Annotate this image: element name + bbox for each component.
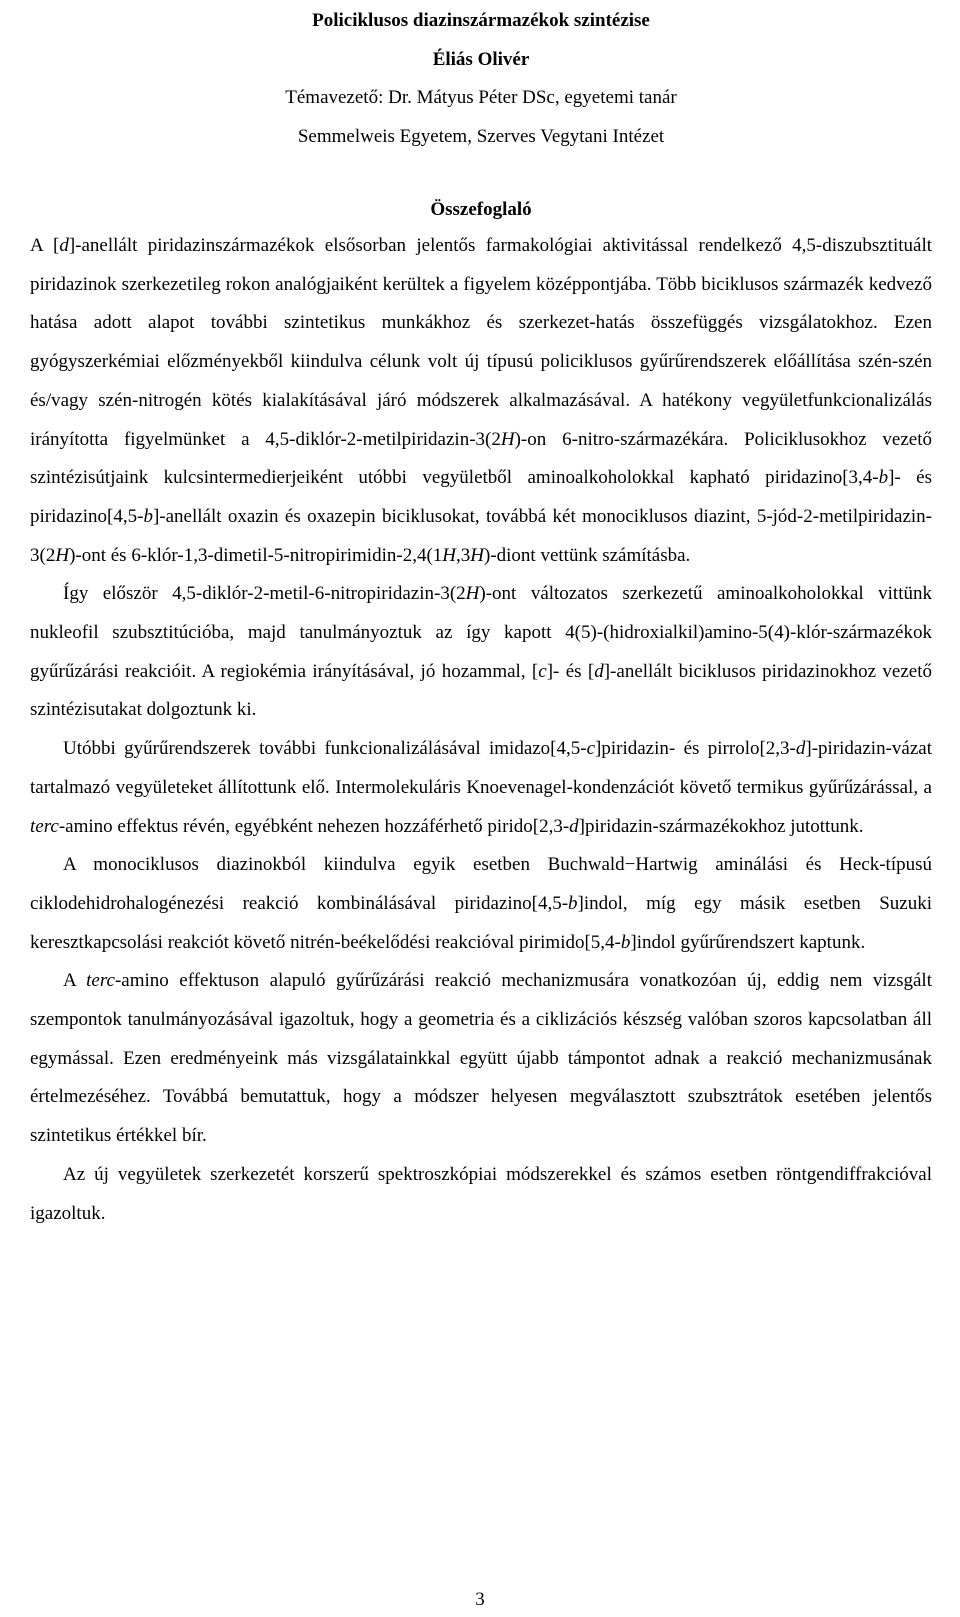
text-segment: Utóbbi gyűrűrendszerek további funkcionalizálásával imidazo[4,5- bbox=[63, 738, 587, 760]
italic-text-segment: terc bbox=[30, 815, 59, 837]
italic-text-segment: c bbox=[586, 738, 596, 760]
italic-text-segment: terc bbox=[86, 970, 115, 992]
italic-text-segment: b bbox=[620, 931, 631, 953]
text-segment: ,3 bbox=[456, 544, 471, 566]
author-name: Éliás Olivér bbox=[432, 49, 530, 70]
document-header bbox=[30, 0, 932, 156]
text-segment: A monociklusos diazinokból kiindulva egyik esetben Buchwald−Hartwig aminálási és Heck-típusú ciklodehidrohalogénezési reakció kombinálásával piridazino[4,5- bbox=[30, 854, 932, 914]
text-segment: )-ont változatos szerkezetű aminoalkoholokkal vittünk nukleofil szubsztitúcióba, majd tanulmányoztuk az így kapott 4(5)-(hidroxialkil)amino-5(4)-klór-származékok gyűrűzárási reakcióit. A regiokémia irányításával, jó hozammal, [ bbox=[30, 583, 932, 682]
summary-body bbox=[30, 227, 932, 1233]
text-segment: )-diont vettünk számításba. bbox=[484, 544, 691, 566]
text-segment: ]-piridazin-vázat tartalmazó vegyületeket állítottunk elő. Intermolekuláris Knoevenagel-kondenzációt követő termikus gyűrűzárással, a bbox=[30, 738, 932, 798]
text-segment: -amino effektus révén, egyébként nehezen hozzáférhető pirido[2,3- bbox=[58, 815, 570, 837]
summary-paragraph bbox=[30, 846, 932, 962]
summary-paragraph bbox=[30, 1156, 932, 1233]
text-segment: ]piridazin-származékokhoz jutottunk. bbox=[578, 815, 864, 837]
text-segment: ]- és piridazino[4,5- bbox=[30, 467, 933, 527]
italic-text-segment: b bbox=[568, 892, 578, 914]
text-segment: ]-anellált piridazinszármazékok elsősorban jelentős farmakológiai aktivitással rendelkező 4,5-diszubsztituált piridazinok szerkezetileg rokon analógjaiként kerültek a figyelem középpontjába. Több biciklusos származék kedvező hatása adott alapot további szintetikus munkákhoz és szerkezet-hatás összefüggés vizsgálatokhoz. Ezen gyógyszerkémiai előzményekből kiindulva célunk volt új típusú policiklusos gyűrűrendszerek előállítása szén-szén és/vagy szén-nitrogén kötés kialakításával járó módszerek alkalmazásával. A hatékony vegyületfunkcionalizálás irányította figyelmünket a 4,5-diklór-2-metilpiridazin-3(2 bbox=[30, 235, 933, 450]
text-segment: A [ bbox=[30, 235, 60, 256]
summary-paragraph bbox=[30, 730, 932, 846]
text-segment: )-ont és 6-klór-1,3-dimetil-5-nitropirimidin-2,4(1 bbox=[69, 544, 443, 566]
italic-text-segment: b bbox=[143, 505, 153, 527]
italic-text-segment: d bbox=[59, 235, 69, 256]
summary-paragraph bbox=[30, 962, 932, 1156]
text-segment: Így először 4,5-diklór-2-metil-6-nitropiridazin-3(2 bbox=[63, 583, 466, 605]
text-segment: -amino effektuson alapuló gyűrűzárási reakció mechanizmusára vonatkozóan új, eddig nem vizsgált szempontok tanulmányozásával igazoltuk, hogy a geometria és a ciklizációs készség valóban szoros kapcsolatban áll egymással. Ezen eredményeink más vizsgálatainkkal együtt újabb támpontot adnak a reakció mechanizmusának értelmezéséhez. Továbbá bemutattuk, hogy a módszer helyesen megválasztott szubsztrátok esetében jelentős szintetikus értékkel bír. bbox=[30, 970, 932, 1147]
summary-paragraph bbox=[30, 227, 932, 575]
summary-heading: Összefoglaló bbox=[430, 199, 532, 220]
document-title: Policiklusos diazinszármazékok szintézise bbox=[312, 10, 650, 31]
text-segment: A bbox=[63, 970, 87, 992]
italic-text-segment: H bbox=[470, 544, 484, 566]
italic-text-segment: d bbox=[594, 660, 604, 682]
italic-text-segment: d bbox=[569, 815, 579, 837]
text-segment: ]piridazin- és pirrolo[2,3- bbox=[595, 738, 796, 760]
italic-text-segment: H bbox=[442, 544, 457, 566]
text-segment: ]- és [ bbox=[546, 660, 595, 682]
italic-text-segment: d bbox=[795, 738, 806, 760]
text-segment: ]-anellált oxazin és oxazepin biciklusokat, továbbá két monociklusos diazint, 5-jód-2-metilpiridazin-3(2 bbox=[30, 505, 932, 566]
text-segment: ]indol gyűrűrendszert kaptunk. bbox=[630, 931, 866, 953]
supervisor-line: Témavezető: Dr. Mátyus Péter DSc, egyetemi tanár bbox=[285, 87, 677, 108]
italic-text-segment: H bbox=[465, 583, 480, 605]
summary-paragraph bbox=[30, 575, 932, 730]
italic-text-segment: H bbox=[55, 544, 70, 566]
institution-line: Semmelweis Egyetem, Szerves Vegytani Intézet bbox=[297, 126, 665, 147]
text-segment: Az új vegyületek szerkezetét korszerű spektroszkópiai módszerekkel és számos esetben röntgendiffrakcióval igazoltuk. bbox=[30, 1163, 932, 1224]
italic-text-segment: b bbox=[878, 467, 889, 489]
text-segment: )-on 6-nitro-származékára. Policiklusokhoz vezető szintézisútjaink kulcsintermedierjeiként utóbbi vegyületből aminoalkoholokkal kapható piridazino[3,4- bbox=[30, 428, 932, 489]
text-segment: ]-anellált biciklusos piridazinokhoz vezető szintézisutakat dolgoztunk ki. bbox=[30, 660, 932, 721]
page-number: 3 bbox=[475, 1589, 485, 1610]
italic-text-segment: c bbox=[538, 660, 547, 682]
italic-text-segment: H bbox=[500, 428, 515, 450]
text-segment: ]indol, míg egy másik esetben Suzuki keresztkapcsolási reakciót követő nitrén-beékelődési reakcióval pirimido[5,4- bbox=[30, 892, 932, 953]
